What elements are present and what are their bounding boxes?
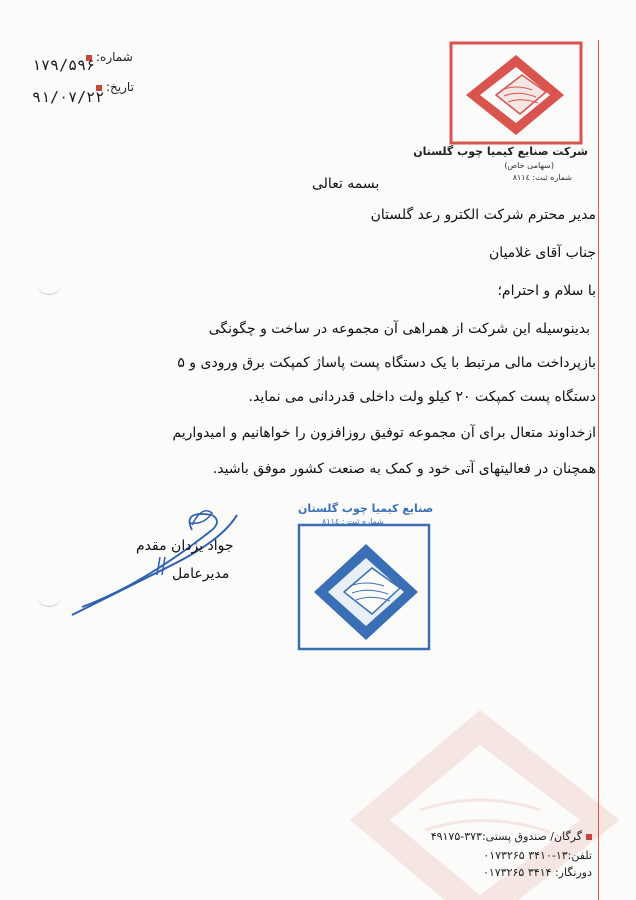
signer-name: جواد یزدان مقدم <box>136 538 234 554</box>
punch-mark <box>36 594 62 607</box>
addressee-line: جناب آقای غلامیان <box>489 245 596 261</box>
signature <box>62 495 252 625</box>
salutation: بسمه تعالی <box>312 176 380 192</box>
body-line: همچنان در فعالیتهای آتی خود و کمک به صنعت کشور موفق باشید. <box>212 461 596 477</box>
date-label: تاریخ: <box>96 80 134 94</box>
company-name: شرکت صنایع کیمیا چوب گلستان <box>413 145 588 158</box>
body-line: بازپرداخت مالی مرتبط با یک دستگاه پست پاساژ کمپکت برق ورودی و ۵ <box>177 355 596 371</box>
body-line: بدینوسیله این شرکت از همراهی آن مجموعه در ساخت و چگونگی <box>208 321 590 337</box>
body-line: دستگاه پست کمپکت ۲۰ کیلو ولت داخلی قدردانی می نماید. <box>248 389 596 405</box>
footer-address: گرگان/ صندوق پستی:۳۷۳-۴۹۱۷۵ <box>431 830 592 843</box>
number-label: شماره: <box>86 50 133 64</box>
addressee-line: مدیر محترم شرکت الکترو رعد گلستان <box>370 207 596 223</box>
signer-title: مدیرعامل <box>172 566 230 582</box>
date-value: ۹۱/۰۷/۲۲ <box>32 88 105 106</box>
footer-phone: تلفن:۱۳-۳۴۱۰ ۰۱۷۳۲۶۵ <box>483 849 592 862</box>
number-value: ۱۷۹/۵۹۶ <box>32 56 96 74</box>
punch-mark <box>36 282 62 295</box>
company-registration: شماره ثبت: ۸۱۱٤ <box>512 173 572 182</box>
footer-fax: دورنگار: ۳۴۱۴ ۰۱۷۳۲۶۵ <box>482 866 592 879</box>
company-type: (سهامی خاص) <box>504 161 554 170</box>
body-line: ازخداوند متعال برای آن مجموعه توفیق روزافزون را خواهانیم و امیدواریم <box>172 425 596 441</box>
stamp-name: صنایع کیمیا چوب گلستان <box>298 502 434 515</box>
stamp-registration: شماره ثبت : ۸۱۱٤ <box>322 517 384 526</box>
company-stamp <box>296 522 432 652</box>
greeting: با سلام و احترام؛ <box>497 283 596 299</box>
company-logo <box>446 40 586 146</box>
